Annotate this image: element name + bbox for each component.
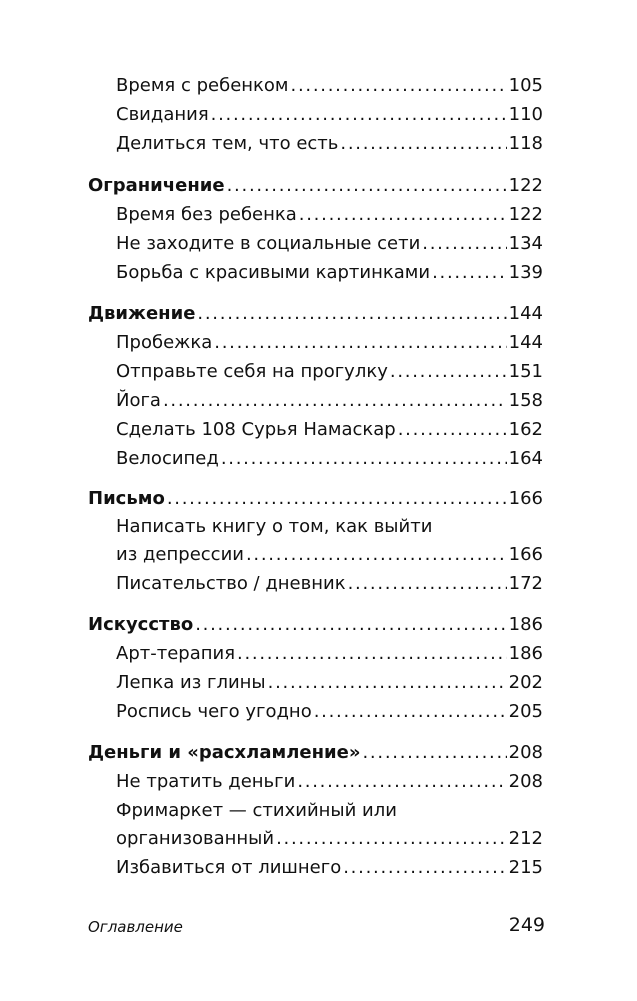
toc-entry [116, 103, 543, 127]
dot-leader [398, 418, 507, 442]
toc-entry-page: 144 [508, 332, 543, 353]
toc-section-title: Деньги и «расхламление» [88, 742, 361, 763]
toc-entry-title: Время без ребенка [116, 204, 297, 225]
dot-leader [237, 642, 507, 666]
toc-entry-page: 164 [508, 448, 543, 469]
toc-entry-title: Не тратить деньги [116, 771, 296, 792]
toc-entry [116, 827, 543, 851]
toc-entry-page: 166 [508, 544, 543, 565]
toc-entry-title: Борьба с красивыми картинками [116, 262, 431, 283]
toc-entry-page: 172 [508, 573, 543, 594]
toc-entry-page: 205 [508, 701, 543, 722]
toc-entry-page: 162 [508, 419, 543, 440]
toc-entry-title: Делиться тем, что есть [116, 133, 339, 154]
toc-entry [116, 770, 543, 794]
toc-entry-page: 215 [508, 857, 543, 878]
toc-entry [116, 360, 543, 384]
toc-entry-title: Не заходите в социальные сети [116, 233, 421, 254]
toc-entry-page: 118 [508, 133, 543, 154]
toc-section-heading [88, 174, 543, 198]
toc-entry-page: 134 [508, 233, 543, 254]
page-number: 249 [508, 914, 545, 936]
toc-section-heading [88, 487, 543, 511]
toc-entry-title: Велосипед [116, 448, 219, 469]
toc-entry-title: Писательство / дневник [116, 573, 346, 594]
toc-section-title: Движение [88, 303, 196, 324]
dot-leader [343, 856, 506, 880]
toc-entry [116, 642, 543, 666]
toc-entry [116, 261, 543, 285]
toc-entry [116, 856, 543, 880]
toc-section-title: Искусство [88, 614, 194, 635]
toc-entry-title: Сделать 108 Сурья Намаскар [116, 419, 396, 440]
toc-entry-page: 122 [508, 175, 543, 196]
toc-entry-title: Роспись чего угодно [116, 701, 312, 722]
toc-entry-title: Лепка из глины [116, 672, 266, 693]
toc-entry [116, 74, 543, 98]
toc-entry-title: Время с ребенком [116, 75, 289, 96]
toc-section-heading [88, 741, 543, 765]
toc-entry [116, 700, 543, 724]
toc-entry-page: 166 [508, 488, 543, 509]
toc-entry-page: 186 [508, 614, 543, 635]
toc-entry [116, 203, 543, 227]
dot-leader [167, 487, 507, 511]
dot-leader [195, 613, 506, 637]
dot-leader [214, 331, 506, 355]
toc-section-title: Ограничение [88, 175, 225, 196]
toc-entry-page: 212 [508, 828, 543, 849]
toc-entry [116, 389, 543, 413]
dot-leader [163, 389, 507, 413]
toc-entry-title-line1: Фримаркет — стихийный или [116, 800, 397, 821]
toc-entry-page: 139 [508, 262, 543, 283]
toc-entry-title: организованный [116, 828, 275, 849]
toc-entry [116, 671, 543, 695]
toc-section-heading [88, 302, 543, 326]
dot-leader [211, 103, 507, 127]
dot-leader [314, 700, 507, 724]
dot-leader [362, 741, 506, 765]
toc-entry [116, 331, 543, 355]
dot-leader [340, 132, 506, 156]
running-footer-section: Оглавление [88, 918, 183, 936]
toc-entry-page: 122 [508, 204, 543, 225]
toc-entry-title: Пробежка [116, 332, 213, 353]
dot-leader [299, 203, 507, 227]
toc-entry-title: Йога [116, 390, 161, 411]
dot-leader [422, 232, 506, 256]
toc-entry-page: 105 [508, 75, 543, 96]
toc-entry-page: 151 [508, 361, 543, 382]
toc-entry-title: Отправьте себя на прогулку [116, 361, 388, 382]
toc-entry-title: из депрессии [116, 544, 244, 565]
dot-leader [390, 360, 507, 384]
toc-entry-page: 202 [508, 672, 543, 693]
dot-leader [432, 261, 507, 285]
toc-entry-title: Свидания [116, 104, 209, 125]
dot-leader [246, 543, 507, 567]
toc-entry-title: Избавиться от лишнего [116, 857, 342, 878]
dot-leader [268, 671, 507, 695]
dot-leader [197, 302, 506, 326]
toc-entry-title-line1: Написать книгу о том, как выйти [116, 516, 433, 537]
toc-entry [116, 543, 543, 567]
toc-entry-page: 110 [508, 104, 543, 125]
toc-entry-page: 208 [508, 771, 543, 792]
toc-section-heading [88, 613, 543, 637]
toc-entry-title: Арт-терапия [116, 643, 236, 664]
dot-leader [297, 770, 506, 794]
toc-entry-page: 158 [508, 390, 543, 411]
dot-leader [291, 74, 507, 98]
toc-entry [116, 418, 543, 442]
toc-section-title: Письмо [88, 488, 165, 509]
dot-leader [221, 447, 507, 471]
toc-entry-page: 186 [508, 643, 543, 664]
toc-entry-page: 208 [508, 742, 543, 763]
toc-entry [116, 447, 543, 471]
toc-entry [116, 132, 543, 156]
toc-entry-page: 144 [508, 303, 543, 324]
toc-entry [116, 232, 543, 256]
dot-leader [348, 572, 507, 596]
dot-leader [227, 174, 507, 198]
dot-leader [276, 827, 507, 851]
toc-entry [116, 572, 543, 596]
